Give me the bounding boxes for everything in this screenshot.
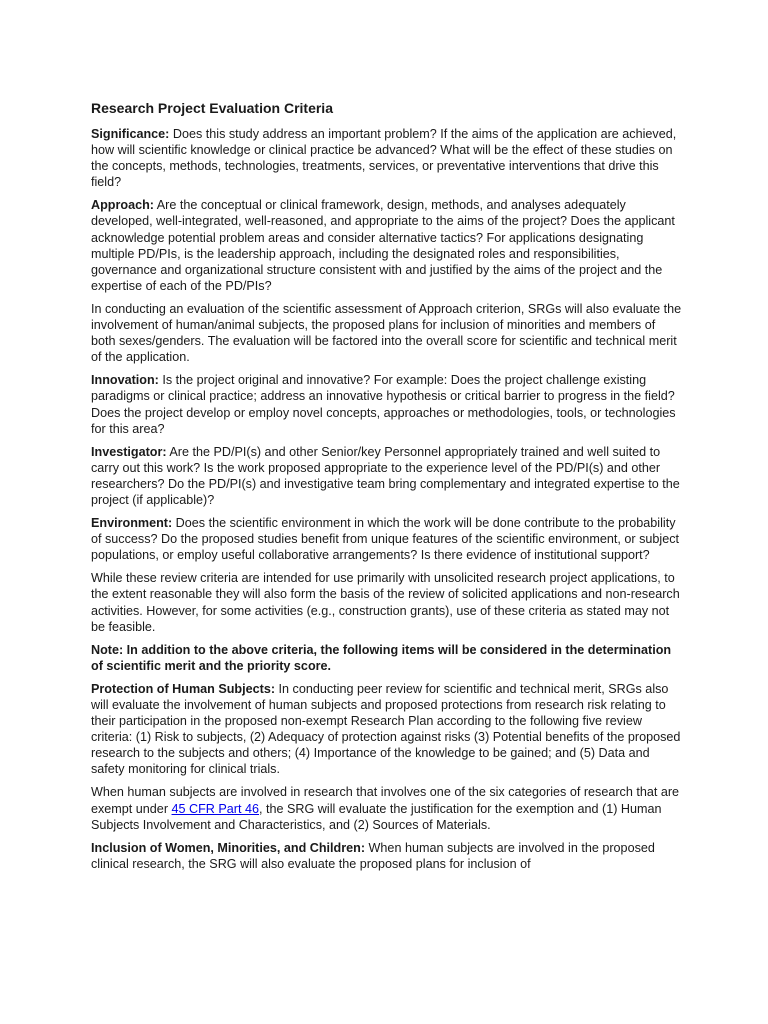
environment-text: Does the scientific environment in which the work will be done contribute to the probability of success? Do the proposed studies benefit from unique features of the scientific environment, or subject populations, or employ useful collaborative arrangements? Is there evidence of institutional support?	[91, 516, 680, 563]
innovation-paragraph	[91, 372, 683, 436]
note-paragraph: Note: In addition to the above criteria, the following items will be considered in the determination of scientific merit and the priority score.	[91, 642, 672, 673]
environment-label: Environment:	[91, 516, 173, 531]
environment-paragraph	[91, 515, 683, 563]
human-subjects-paragraph	[91, 681, 683, 778]
approach-paragraph	[91, 197, 683, 294]
significance-label: Significance:	[91, 127, 170, 141]
exempt-text-before: When human subjects are involved in research that involves one of the six categories of research that are exempt under	[91, 785, 680, 816]
cfr-link[interactable]: 45 CFR Part 46	[171, 801, 260, 816]
approach-text: Are the conceptual or clinical framework, design, methods, and analyses adequately developed, well-integrated, well-reasoned, and appropriate to the aims of the project? Does the applicant acknowledge potential problem areas and consider alternative tactics? For applications designating multiple PD/PIs, is the leadership approach, including the designated roles and responsibilities, governance and organizational structure consistent with and justified by the aims of the project and the expertise of each of the PD/PIs?	[91, 198, 675, 293]
investigator-label: Investigator:	[91, 444, 167, 459]
innovation-text: Is the project original and innovative? For example: Does the project challenge existing paradigms or clinical practice; address an innovative hypothesis or critical barrier to progress in the field? Does the project develop or employ novel concepts, approaches or methodologies, tools, or technologies for this area?	[91, 373, 676, 436]
inclusion-label: Inclusion of Women, Minorities, and Children:	[91, 840, 366, 855]
human-subjects-text: In conducting peer review for scientific and technical merit, SRGs also will evaluate the involvement of human subjects and proposed protections from research risk relating to their participation in the proposed non-exempt Research Plan according to the following five review criteria: (1) Risk to subjects, (2) Adequacy of protection against risks (3) Potential benefits of the proposed research to the subjects and others; (4) Importance of the knowledge to be gained; and (5) Data and safety monitoring for clinical trials.	[91, 681, 681, 777]
exempt-paragraph	[91, 784, 683, 832]
approach-label: Approach:	[91, 198, 154, 213]
document-page	[91, 100, 683, 879]
investigator-paragraph	[91, 444, 683, 508]
inclusion-text: When human subjects are involved in the proposed clinical research, the SRG will also evaluate the proposed plans for inclusion of	[91, 840, 655, 871]
inclusion-paragraph	[91, 840, 683, 872]
page-title: Research Project Evaluation Criteria	[91, 100, 333, 116]
approach-followup-paragraph: In conducting an evaluation of the scientific assessment of Approach criterion, SRGs will also evaluate the involvement of human/animal subjects, the proposed plans for inclusion of minorities and members of both sexes/genders. The evaluation will be factored into the overall score for scientific and technical merit of the application.	[91, 301, 682, 365]
innovation-label: Innovation:	[91, 373, 159, 388]
human-subjects-label: Protection of Human Subjects:	[91, 681, 276, 696]
significance-text: Does this study address an important problem? If the aims of the application are achieved, how will scientific knowledge or clinical practice be advanced? What will be the effect of these studies on the concepts, methods, technologies, treatments, services, or preventative interventions that drive this field?	[91, 127, 677, 190]
investigator-text: Are the PD/PI(s) and other Senior/key Personnel appropriately trained and well suited to carry out this work? Is the work proposed appropriate to the experience level of the PD/PI(s) and other researchers? Do the PD/PI(s) and investigative team bring complementary and integrated expertise to the project (if applicable)?	[91, 444, 680, 507]
review-scope-paragraph: While these review criteria are intended for use primarily with unsolicited research project applications, to the extent reasonable they will also form the basis of the review of solicited applications and non-research activities. However, for some activities (e.g., construction grants), use of these criteria as stated may not be feasible.	[91, 571, 680, 634]
exempt-text-after: , the SRG will evaluate the justification for the exemption and (1) Human Subjects Involvement and Characteristics, and (2) Sources of Materials.	[91, 801, 662, 832]
significance-paragraph	[91, 126, 683, 190]
